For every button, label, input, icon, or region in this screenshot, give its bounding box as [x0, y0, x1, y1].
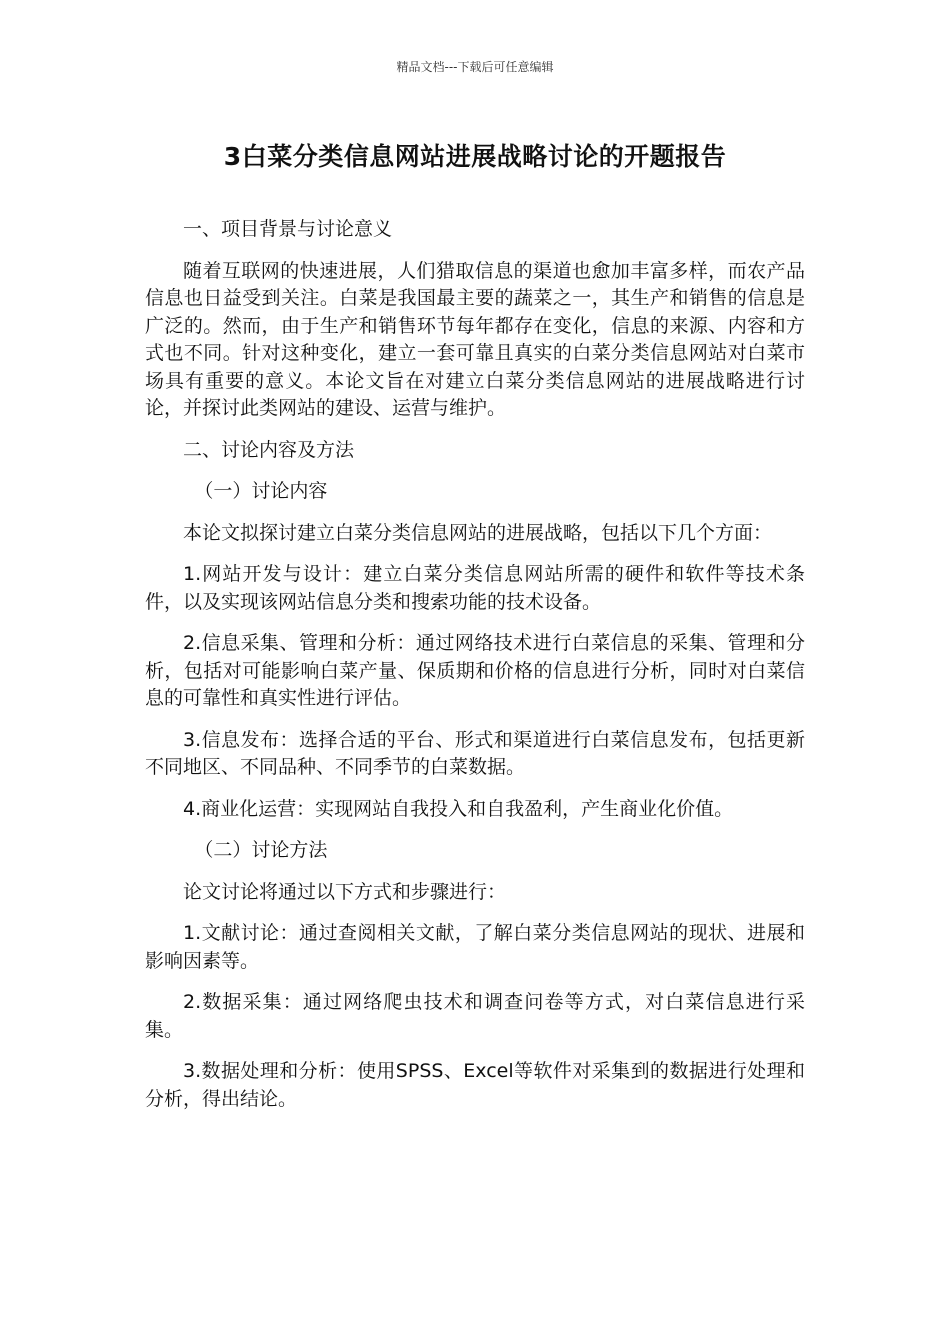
- section-heading-content-method: 二、讨论内容及方法: [183, 438, 355, 461]
- content-item-2: 2.信息采集、管理和分析：通过网络技术进行白菜信息的采集、管理和分析，包括对可能影响白菜产量、保质期和价格的信息进行分析，同时对白菜信息的可靠性和真实性进行评估。: [145, 632, 805, 709]
- subsection-heading-content: （一）讨论内容: [194, 480, 328, 502]
- method-item-3: 3.数据处理和分析：使用SPSS、Excel等软件对采集到的数据进行处理和分析，得出结论。: [145, 1060, 805, 1110]
- section-heading-background: 一、项目背景与讨论意义: [183, 218, 393, 240]
- subsection-heading-method: （二）讨论方法: [194, 839, 328, 861]
- background-paragraph: 随着互联网的快速进展，人们猎取信息的渠道也愈加丰富多样，而农产品信息也日益受到关注。白菜是我国最主要的蔬菜之一，其生产和销售的信息是广泛的。然而，由于生产和销售环节每年都存在变化，信息的来源、内容和方式也不同。针对这种变化，建立一套可靠且真实的白菜分类信息网站对白菜市场具有重要的意义。本论文旨在对建立白菜分类信息网站的进展战略进行讨论，并探讨此类网站的建设、运营与维护。: [145, 259, 805, 419]
- content-item-1: 1.网站开发与设计：建立白菜分类信息网站所需的硬件和软件等技术条件，以及实现该网站信息分类和搜索功能的技术设备。: [145, 563, 805, 613]
- content-item-3: 3.信息发布：选择合适的平台、形式和渠道进行白菜信息发布，包括更新不同地区、不同品种、不同季节的白菜数据。: [145, 728, 805, 778]
- page-header-note: 精品文档---下载后可任意编辑: [396, 60, 554, 74]
- method-intro-paragraph: 论文讨论将通过以下方式和步骤进行：: [183, 880, 507, 903]
- content-item-4: 4.商业化运营：实现网站自我投入和自我盈利，产生商业化价值。: [183, 797, 734, 820]
- document-title: 3白菜分类信息网站进展战略讨论的开题报告: [223, 142, 727, 171]
- method-item-2: 2.数据采集：通过网络爬虫技术和调查问卷等方式，对白菜信息进行采集。: [145, 991, 805, 1041]
- method-item-1: 1.文献讨论：通过查阅相关文献，了解白菜分类信息网站的现状、进展和影响因素等。: [145, 922, 805, 972]
- content-intro-paragraph: 本论文拟探讨建立白菜分类信息网站的进展战略，包括以下几个方面：: [183, 521, 773, 544]
- document-body: [145, 216, 805, 1127]
